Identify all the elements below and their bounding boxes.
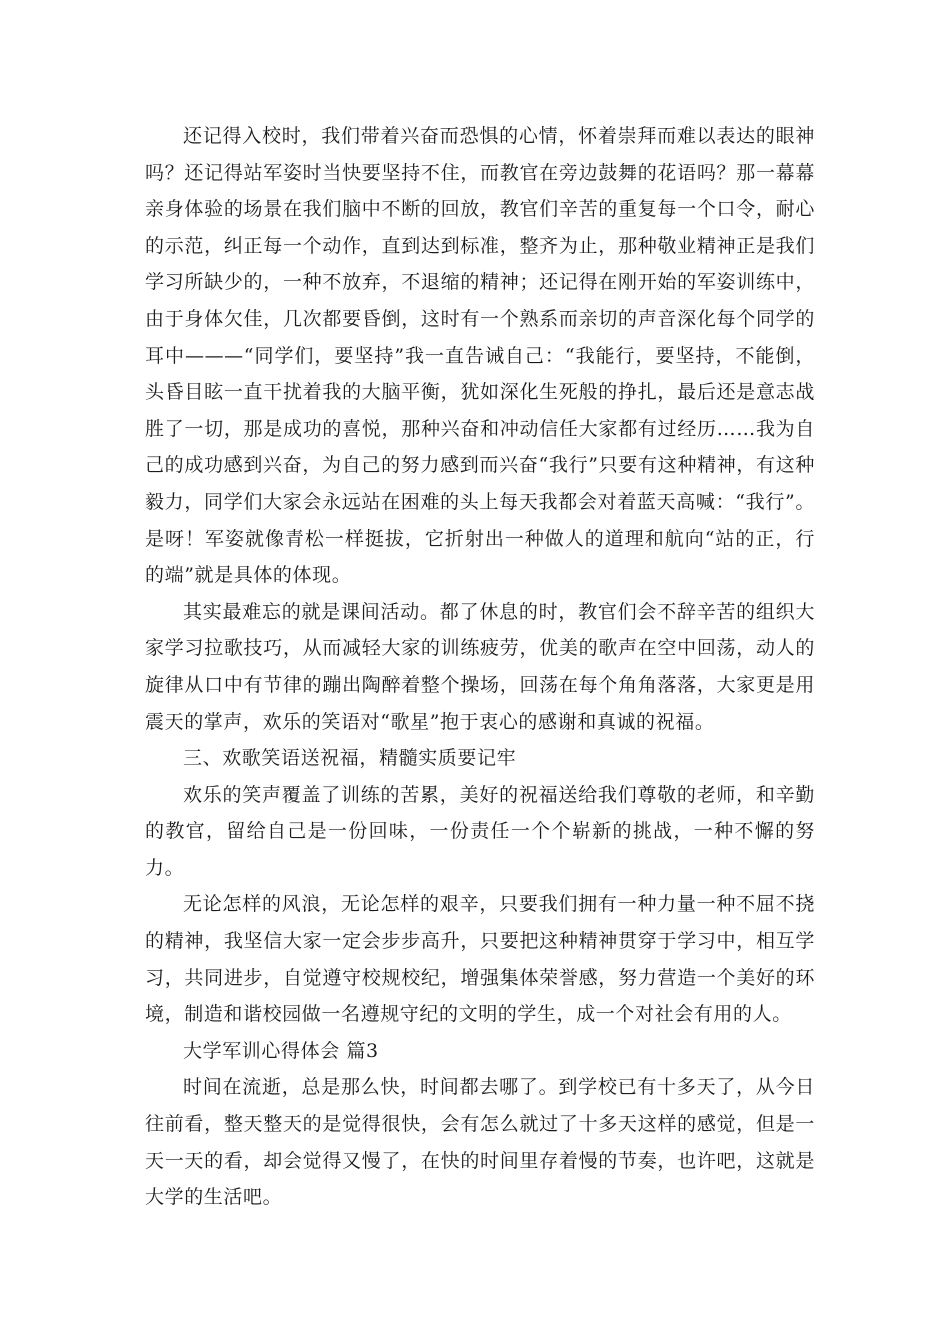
paragraph-perseverance: 无论怎样的风浪，无论怎样的艰辛，只要我们拥有一种力量一种不屈不挠的精神，我坚信大家一定会步步高升，只要把这种精神贯穿于学习中，相互学习，共同进步，自觉遵守校规校纪，增强集体荣誉感，努力营造一个美好的环境，制造和谐校园做一名遵规守纪的文明的学生，成一个对社会有用的人。	[145, 893, 815, 1026]
paragraph-break-activities: 其实最难忘的就是课间活动。都了休息的时，教官们会不辞辛苦的组织大家学习拉歌技巧，从而减轻大家的训练疲劳，优美的歌声在空中回荡，动人的旋律从口中有节律的蹦出陶醉着整个操场，回荡在每个角角落落，大家更是用震天的掌声，欢乐的笑语对“歌星”抱于衷心的感谢和真诚的祝福。	[145, 600, 815, 733]
section-heading-blessings: 三、欢歌笑语送祝福，精髓实质要记牢	[183, 747, 517, 770]
article-title-part-3: 大学军训心得体会 篇3	[183, 1039, 379, 1062]
paragraph-laughter: 欢乐的笑声覆盖了训练的苦累，美好的祝福送给我们尊敬的老师，和辛勤的教官，留给自己是一份回味，一份责任一个个崭新的挑战，一种不懈的努力。	[145, 783, 815, 879]
paragraph-military-posture: 还记得入校时，我们带着兴奋而恐惧的心情，怀着崇拜而难以表达的眼神吗？还记得站军姿时当快要坚持不住，而教官在旁边鼓舞的花语吗？那一幕幕亲身体验的场景在我们脑中不断的回放，教官们辛苦的重复每一个口令，耐心的示范，纠正每一个动作，直到达到标准，整齐为止，那种敬业精神正是我们学习所缺少的，一种不放弃，不退缩的精神；还记得在刚开始的军姿训练中，由于身体欠佳，几次都要昏倒，这时有一个熟系而亲切的声音深化每个同学的耳中———“同学们，要坚持”我一直告诫自己：“我能行，要坚持，不能倒，头昏目眩一直干扰着我的大脑平衡，犹如深化生死般的挣扎，最后还是意志战胜了一切，那是成功的喜悦，那种兴奋和冲动信任大家都有过经历……我为自己的成功感到兴奋，为自己的努力感到而兴奋“我行”只要有这种精神，有这种毅力，同学们大家会永远站在困难的头上每天我都会对着蓝天高喊：“我行”。是呀！军姿就像青松一样挺拔，它折射出一种做人的道理和航向“站的正，行的端”就是具体的体现。	[145, 125, 815, 587]
paragraph-time-passing: 时间在流逝，总是那么快，时间都去哪了。到学校已有十多天了，从今日往前看，整天整天的是觉得很快，会有怎么就过了十多天这样的感觉，但是一天一天的看，却会觉得又慢了，在快的时间里存着慢的节奏，也许吧，这就是大学的生活吧。	[145, 1076, 815, 1209]
document-body	[145, 118, 815, 1216]
